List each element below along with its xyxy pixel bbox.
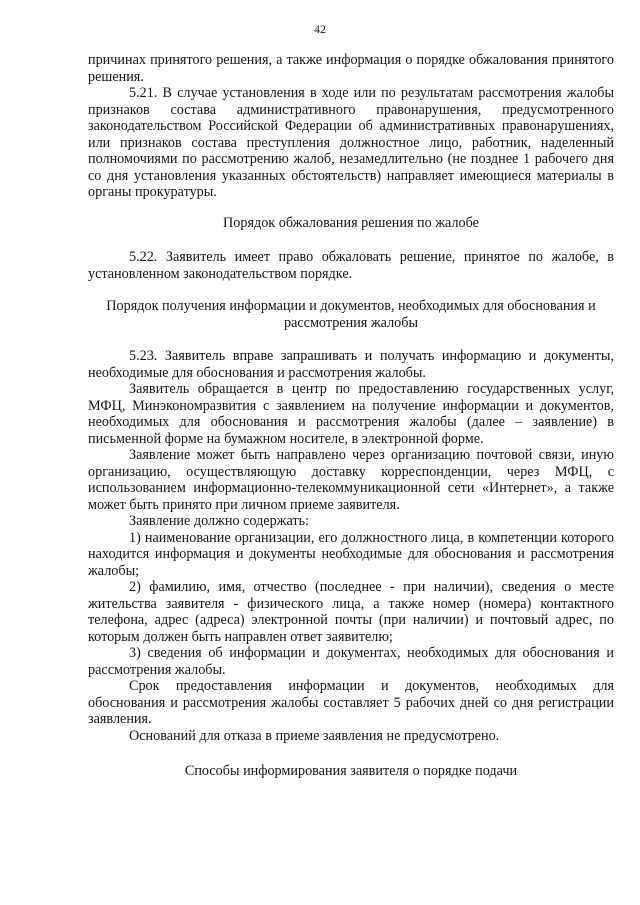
paragraph-applicant-request: Заявитель обращается в центр по предоставлению государственных услуг, МФЦ, Минэкономразвития с заявлением на получение информации и документов, необходимых для обоснования и рассмотрения жалобы (далее – заявление) в письменной форме на бумажном носителе, в электронной форме.: [88, 381, 614, 447]
paragraph-5-23: 5.23. Заявитель вправе запрашивать и получать информацию и документы, необходимые для обоснования и рассмотрения жалобы.: [88, 348, 614, 381]
paragraph-contents-intro: Заявление должно содержать:: [129, 513, 310, 529]
page-number: 42: [314, 22, 326, 36]
paragraph-no-refusal: Оснований для отказа в приеме заявления не предусмотрено.: [129, 727, 500, 744]
section-heading-info-documents: Порядок получения информации и документов, необходимых для обоснования и рассмотрения жалобы: [106, 298, 596, 331]
paragraph-deadline: Срок предоставления информации и документов, необходимых для обоснования и рассмотрения жалобы составляет 5 рабочих дней со дня регистрации заявления.: [88, 678, 614, 727]
paragraph-5-22: 5.22. Заявитель имеет право обжаловать решение, принятое по жалобе, в установленном законодательством порядке.: [88, 249, 614, 282]
list-item-3: 3) сведения об информации и документах, необходимых для обоснования и рассмотрения жалобы.: [88, 645, 614, 678]
section-heading-informing-methods: Способы информирования заявителя о порядке подачи: [184, 763, 518, 779]
list-item-1: 1) наименование организации, его должностного лица, в компетенции которого находится информация и документы необходимые для обоснования и рассмотрения жалобы;: [88, 529, 614, 579]
list-item-2: 2) фамилию, имя, отчество (последнее - при наличии), сведения о месте жительства заявителя - физического лица, а также номер (номера) контактного телефона, адрес (адреса) электронной почты (при наличии) и почтовый адрес, по которым должен быть направлен ответ заявителю;: [88, 579, 614, 645]
paragraph-submission-methods: Заявление может быть направлено через организацию почтовой связи, иную организацию, осуществляющую доставку корреспонденции, через МФЦ, с использованием информационно-телекоммуникационной сети «Интернет», а также может быть принято при личном приеме заявителя.: [88, 447, 614, 513]
section-heading-appeal-order: Порядок обжалования решения по жалобе: [223, 214, 479, 231]
paragraph-continuation: причинах принятого решения, а также информация о порядке обжалования принятого решения.: [88, 52, 614, 85]
document-body: [88, 52, 614, 780]
paragraph-5-21: 5.21. В случае установления в ходе или по результатам рассмотрения жалобы признаков состава административного правонарушения, предусмотренного законодательством Российской Федерации об административных правонарушениях, или признаков состава преступления должностное лицо, работник, наделенный полномочиями по рассмотрению жалоб, незамедлительно (не позднее 1 рабочего дня со дня установления указанных обстоятельств) направляет имеющиеся материалы в органы прокуратуры.: [88, 85, 614, 200]
